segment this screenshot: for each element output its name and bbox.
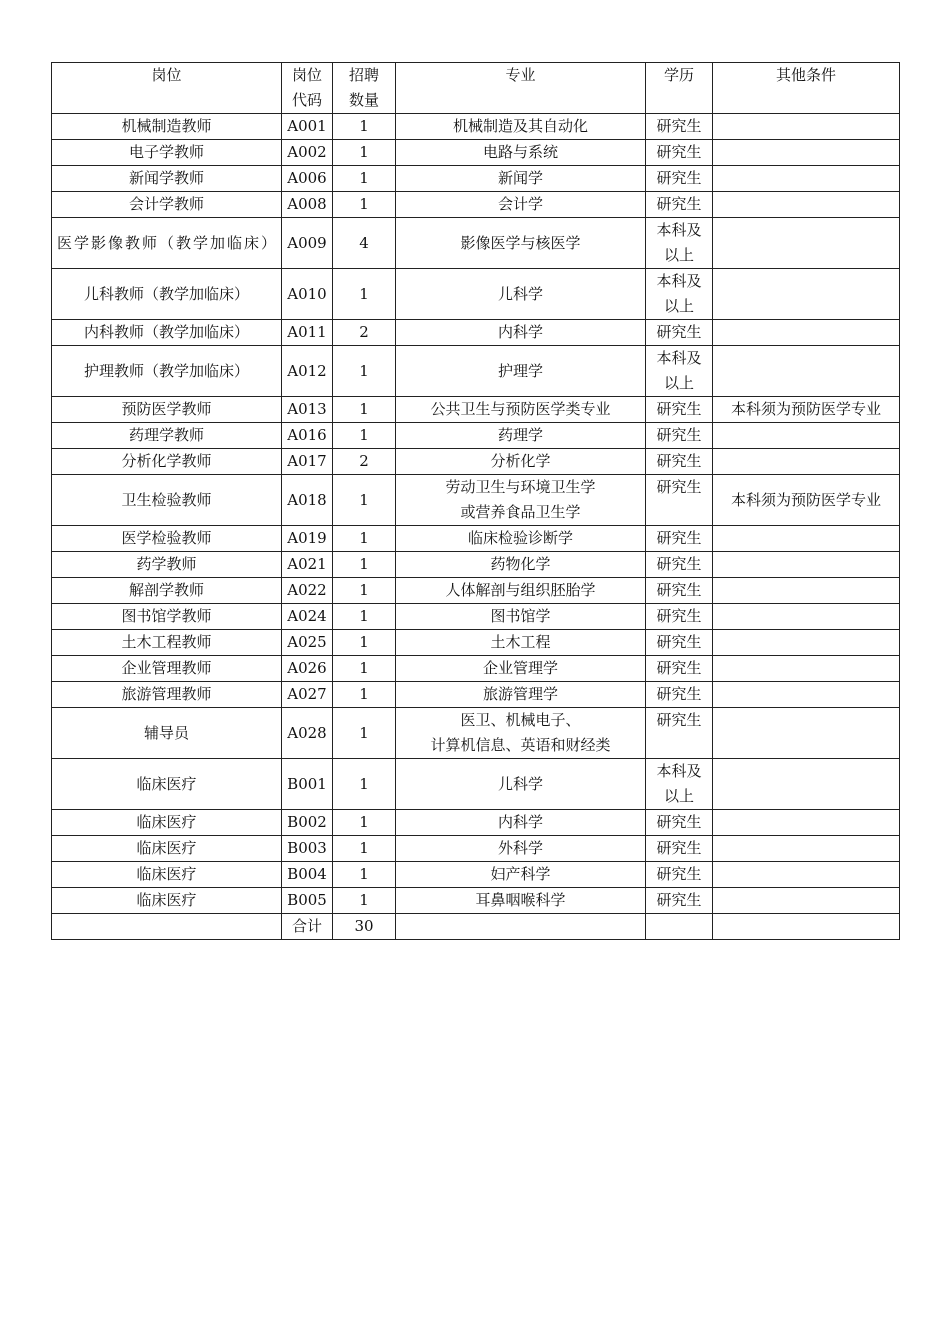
cell-position: 儿科教师（教学加临床）	[52, 269, 282, 320]
table-row	[52, 682, 900, 708]
cell-major: 机械制造及其自动化	[396, 114, 646, 140]
cell-degree: 研究生	[646, 630, 713, 656]
cell-position: 临床医疗	[52, 759, 282, 810]
cell-degree: 研究生	[646, 526, 713, 552]
cell-major: 药理学	[396, 423, 646, 449]
table-row	[52, 166, 900, 192]
cell-degree: 本科及 以上	[646, 269, 713, 320]
cell-position: 医学影像教师（教学加临床）	[52, 218, 282, 269]
table-row	[52, 810, 900, 836]
cell-position: 临床医疗	[52, 888, 282, 914]
cell-degree: 研究生	[646, 862, 713, 888]
cell-degree: 研究生	[646, 656, 713, 682]
cell-count: 1	[333, 114, 396, 140]
cell-other	[713, 862, 900, 888]
cell-count: 1	[333, 862, 396, 888]
cell-position: 土木工程教师	[52, 630, 282, 656]
cell-code: A006	[282, 166, 333, 192]
cell-major: 公共卫生与预防医学类专业	[396, 397, 646, 423]
cell-position: 护理教师（教学加临床）	[52, 346, 282, 397]
cell-position: 药学教师	[52, 552, 282, 578]
cell-major: 图书馆学	[396, 604, 646, 630]
cell-degree: 研究生	[646, 449, 713, 475]
cell-degree: 研究生	[646, 140, 713, 166]
cell-position: 辅导员	[52, 708, 282, 759]
cell-position: 旅游管理教师	[52, 682, 282, 708]
total-blank-cell	[396, 914, 646, 940]
cell-degree: 研究生	[646, 166, 713, 192]
table-row	[52, 526, 900, 552]
cell-position: 临床医疗	[52, 810, 282, 836]
table-row	[52, 604, 900, 630]
cell-other	[713, 114, 900, 140]
total-blank-cell	[713, 914, 900, 940]
cell-major: 耳鼻咽喉科学	[396, 888, 646, 914]
cell-position: 临床医疗	[52, 862, 282, 888]
cell-code: A022	[282, 578, 333, 604]
cell-code: A012	[282, 346, 333, 397]
cell-major: 土木工程	[396, 630, 646, 656]
cell-code: B005	[282, 888, 333, 914]
cell-code: A026	[282, 656, 333, 682]
cell-degree: 研究生	[646, 475, 713, 526]
cell-major: 劳动卫生与环境卫生学 或营养食品卫生学	[396, 475, 646, 526]
cell-code: A025	[282, 630, 333, 656]
cell-position: 临床医疗	[52, 836, 282, 862]
cell-code: A027	[282, 682, 333, 708]
cell-other	[713, 218, 900, 269]
cell-degree: 本科及 以上	[646, 218, 713, 269]
cell-code: A021	[282, 552, 333, 578]
cell-major: 人体解剖与组织胚胎学	[396, 578, 646, 604]
cell-count: 1	[333, 423, 396, 449]
cell-count: 1	[333, 346, 396, 397]
cell-degree: 研究生	[646, 810, 713, 836]
table-row	[52, 708, 900, 759]
cell-degree: 研究生	[646, 888, 713, 914]
cell-other	[713, 888, 900, 914]
cell-count: 1	[333, 578, 396, 604]
cell-degree: 研究生	[646, 578, 713, 604]
cell-position: 药理学教师	[52, 423, 282, 449]
cell-major: 医卫、机械电子、 计算机信息、英语和财经类	[396, 708, 646, 759]
cell-position: 新闻学教师	[52, 166, 282, 192]
cell-count: 1	[333, 526, 396, 552]
table-row	[52, 475, 900, 526]
cell-code: A010	[282, 269, 333, 320]
cell-code: A024	[282, 604, 333, 630]
table-row	[52, 140, 900, 166]
cell-count: 1	[333, 269, 396, 320]
cell-other	[713, 604, 900, 630]
cell-count: 1	[333, 140, 396, 166]
cell-code: A019	[282, 526, 333, 552]
cell-position: 图书馆学教师	[52, 604, 282, 630]
cell-other	[713, 449, 900, 475]
cell-code: A009	[282, 218, 333, 269]
table-row	[52, 423, 900, 449]
cell-position: 解剖学教师	[52, 578, 282, 604]
cell-major: 儿科学	[396, 759, 646, 810]
table-row	[52, 578, 900, 604]
table-row	[52, 114, 900, 140]
cell-major: 分析化学	[396, 449, 646, 475]
total-blank-cell	[52, 914, 282, 940]
cell-count: 2	[333, 320, 396, 346]
header-major: 专业	[396, 63, 646, 114]
cell-other	[713, 630, 900, 656]
header-code: 岗位 代码	[282, 63, 333, 114]
recruitment-table	[51, 62, 900, 940]
cell-position: 分析化学教师	[52, 449, 282, 475]
cell-count: 2	[333, 449, 396, 475]
cell-count: 1	[333, 810, 396, 836]
cell-code: B002	[282, 810, 333, 836]
cell-other	[713, 526, 900, 552]
cell-degree: 本科及 以上	[646, 759, 713, 810]
cell-major: 临床检验诊断学	[396, 526, 646, 552]
total-value: 30	[333, 914, 396, 940]
table-row	[52, 759, 900, 810]
table-row	[52, 218, 900, 269]
total-blank-cell	[646, 914, 713, 940]
table-row	[52, 630, 900, 656]
cell-other	[713, 578, 900, 604]
cell-other: 本科须为预防医学专业	[713, 397, 900, 423]
cell-code: B004	[282, 862, 333, 888]
table-row	[52, 888, 900, 914]
cell-position: 预防医学教师	[52, 397, 282, 423]
table-row	[52, 320, 900, 346]
cell-code: A028	[282, 708, 333, 759]
cell-degree: 研究生	[646, 682, 713, 708]
cell-code: A018	[282, 475, 333, 526]
cell-other	[713, 166, 900, 192]
cell-major: 药物化学	[396, 552, 646, 578]
cell-major: 儿科学	[396, 269, 646, 320]
cell-other	[713, 269, 900, 320]
header-count: 招聘 数量	[333, 63, 396, 114]
cell-other	[713, 810, 900, 836]
header-row	[52, 63, 900, 114]
cell-major: 妇产科学	[396, 862, 646, 888]
cell-count: 1	[333, 656, 396, 682]
cell-count: 1	[333, 682, 396, 708]
table-row	[52, 449, 900, 475]
cell-other	[713, 836, 900, 862]
cell-count: 1	[333, 397, 396, 423]
cell-count: 1	[333, 836, 396, 862]
cell-degree: 研究生	[646, 320, 713, 346]
cell-code: A008	[282, 192, 333, 218]
cell-code: B001	[282, 759, 333, 810]
cell-position: 电子学教师	[52, 140, 282, 166]
cell-code: A001	[282, 114, 333, 140]
cell-degree: 研究生	[646, 423, 713, 449]
cell-degree: 研究生	[646, 114, 713, 140]
cell-count: 1	[333, 708, 396, 759]
cell-count: 1	[333, 759, 396, 810]
cell-position: 内科教师（教学加临床）	[52, 320, 282, 346]
cell-code: A016	[282, 423, 333, 449]
cell-position: 卫生检验教师	[52, 475, 282, 526]
cell-other	[713, 320, 900, 346]
total-label: 合计	[282, 914, 333, 940]
cell-other	[713, 656, 900, 682]
cell-position: 企业管理教师	[52, 656, 282, 682]
total-row	[52, 914, 900, 940]
cell-degree: 研究生	[646, 192, 713, 218]
cell-other: 本科须为预防医学专业	[713, 475, 900, 526]
cell-major: 电路与系统	[396, 140, 646, 166]
cell-other	[713, 192, 900, 218]
cell-major: 影像医学与核医学	[396, 218, 646, 269]
cell-other	[713, 759, 900, 810]
cell-count: 1	[333, 552, 396, 578]
cell-count: 1	[333, 166, 396, 192]
cell-count: 1	[333, 475, 396, 526]
cell-code: B003	[282, 836, 333, 862]
cell-code: A013	[282, 397, 333, 423]
cell-degree: 研究生	[646, 552, 713, 578]
cell-major: 内科学	[396, 320, 646, 346]
table-row	[52, 656, 900, 682]
cell-other	[713, 140, 900, 166]
cell-count: 1	[333, 192, 396, 218]
header-position: 岗位	[52, 63, 282, 114]
cell-count: 4	[333, 218, 396, 269]
cell-other	[713, 682, 900, 708]
cell-degree: 研究生	[646, 836, 713, 862]
cell-position: 医学检验教师	[52, 526, 282, 552]
cell-degree: 本科及 以上	[646, 346, 713, 397]
cell-count: 1	[333, 630, 396, 656]
table-row	[52, 836, 900, 862]
cell-degree: 研究生	[646, 708, 713, 759]
table-row	[52, 552, 900, 578]
cell-major: 外科学	[396, 836, 646, 862]
table-row	[52, 862, 900, 888]
cell-code: A002	[282, 140, 333, 166]
cell-other	[713, 423, 900, 449]
cell-major: 企业管理学	[396, 656, 646, 682]
table-row	[52, 192, 900, 218]
cell-count: 1	[333, 888, 396, 914]
cell-major: 旅游管理学	[396, 682, 646, 708]
cell-other	[713, 346, 900, 397]
cell-count: 1	[333, 604, 396, 630]
cell-major: 会计学	[396, 192, 646, 218]
cell-major: 新闻学	[396, 166, 646, 192]
cell-degree: 研究生	[646, 397, 713, 423]
cell-major: 内科学	[396, 810, 646, 836]
cell-position: 机械制造教师	[52, 114, 282, 140]
cell-major: 护理学	[396, 346, 646, 397]
cell-degree: 研究生	[646, 604, 713, 630]
table-row	[52, 346, 900, 397]
table-row	[52, 397, 900, 423]
cell-code: A017	[282, 449, 333, 475]
header-other: 其他条件	[713, 63, 900, 114]
header-degree: 学历	[646, 63, 713, 114]
cell-position: 会计学教师	[52, 192, 282, 218]
cell-code: A011	[282, 320, 333, 346]
table-row	[52, 269, 900, 320]
cell-other	[713, 708, 900, 759]
cell-other	[713, 552, 900, 578]
